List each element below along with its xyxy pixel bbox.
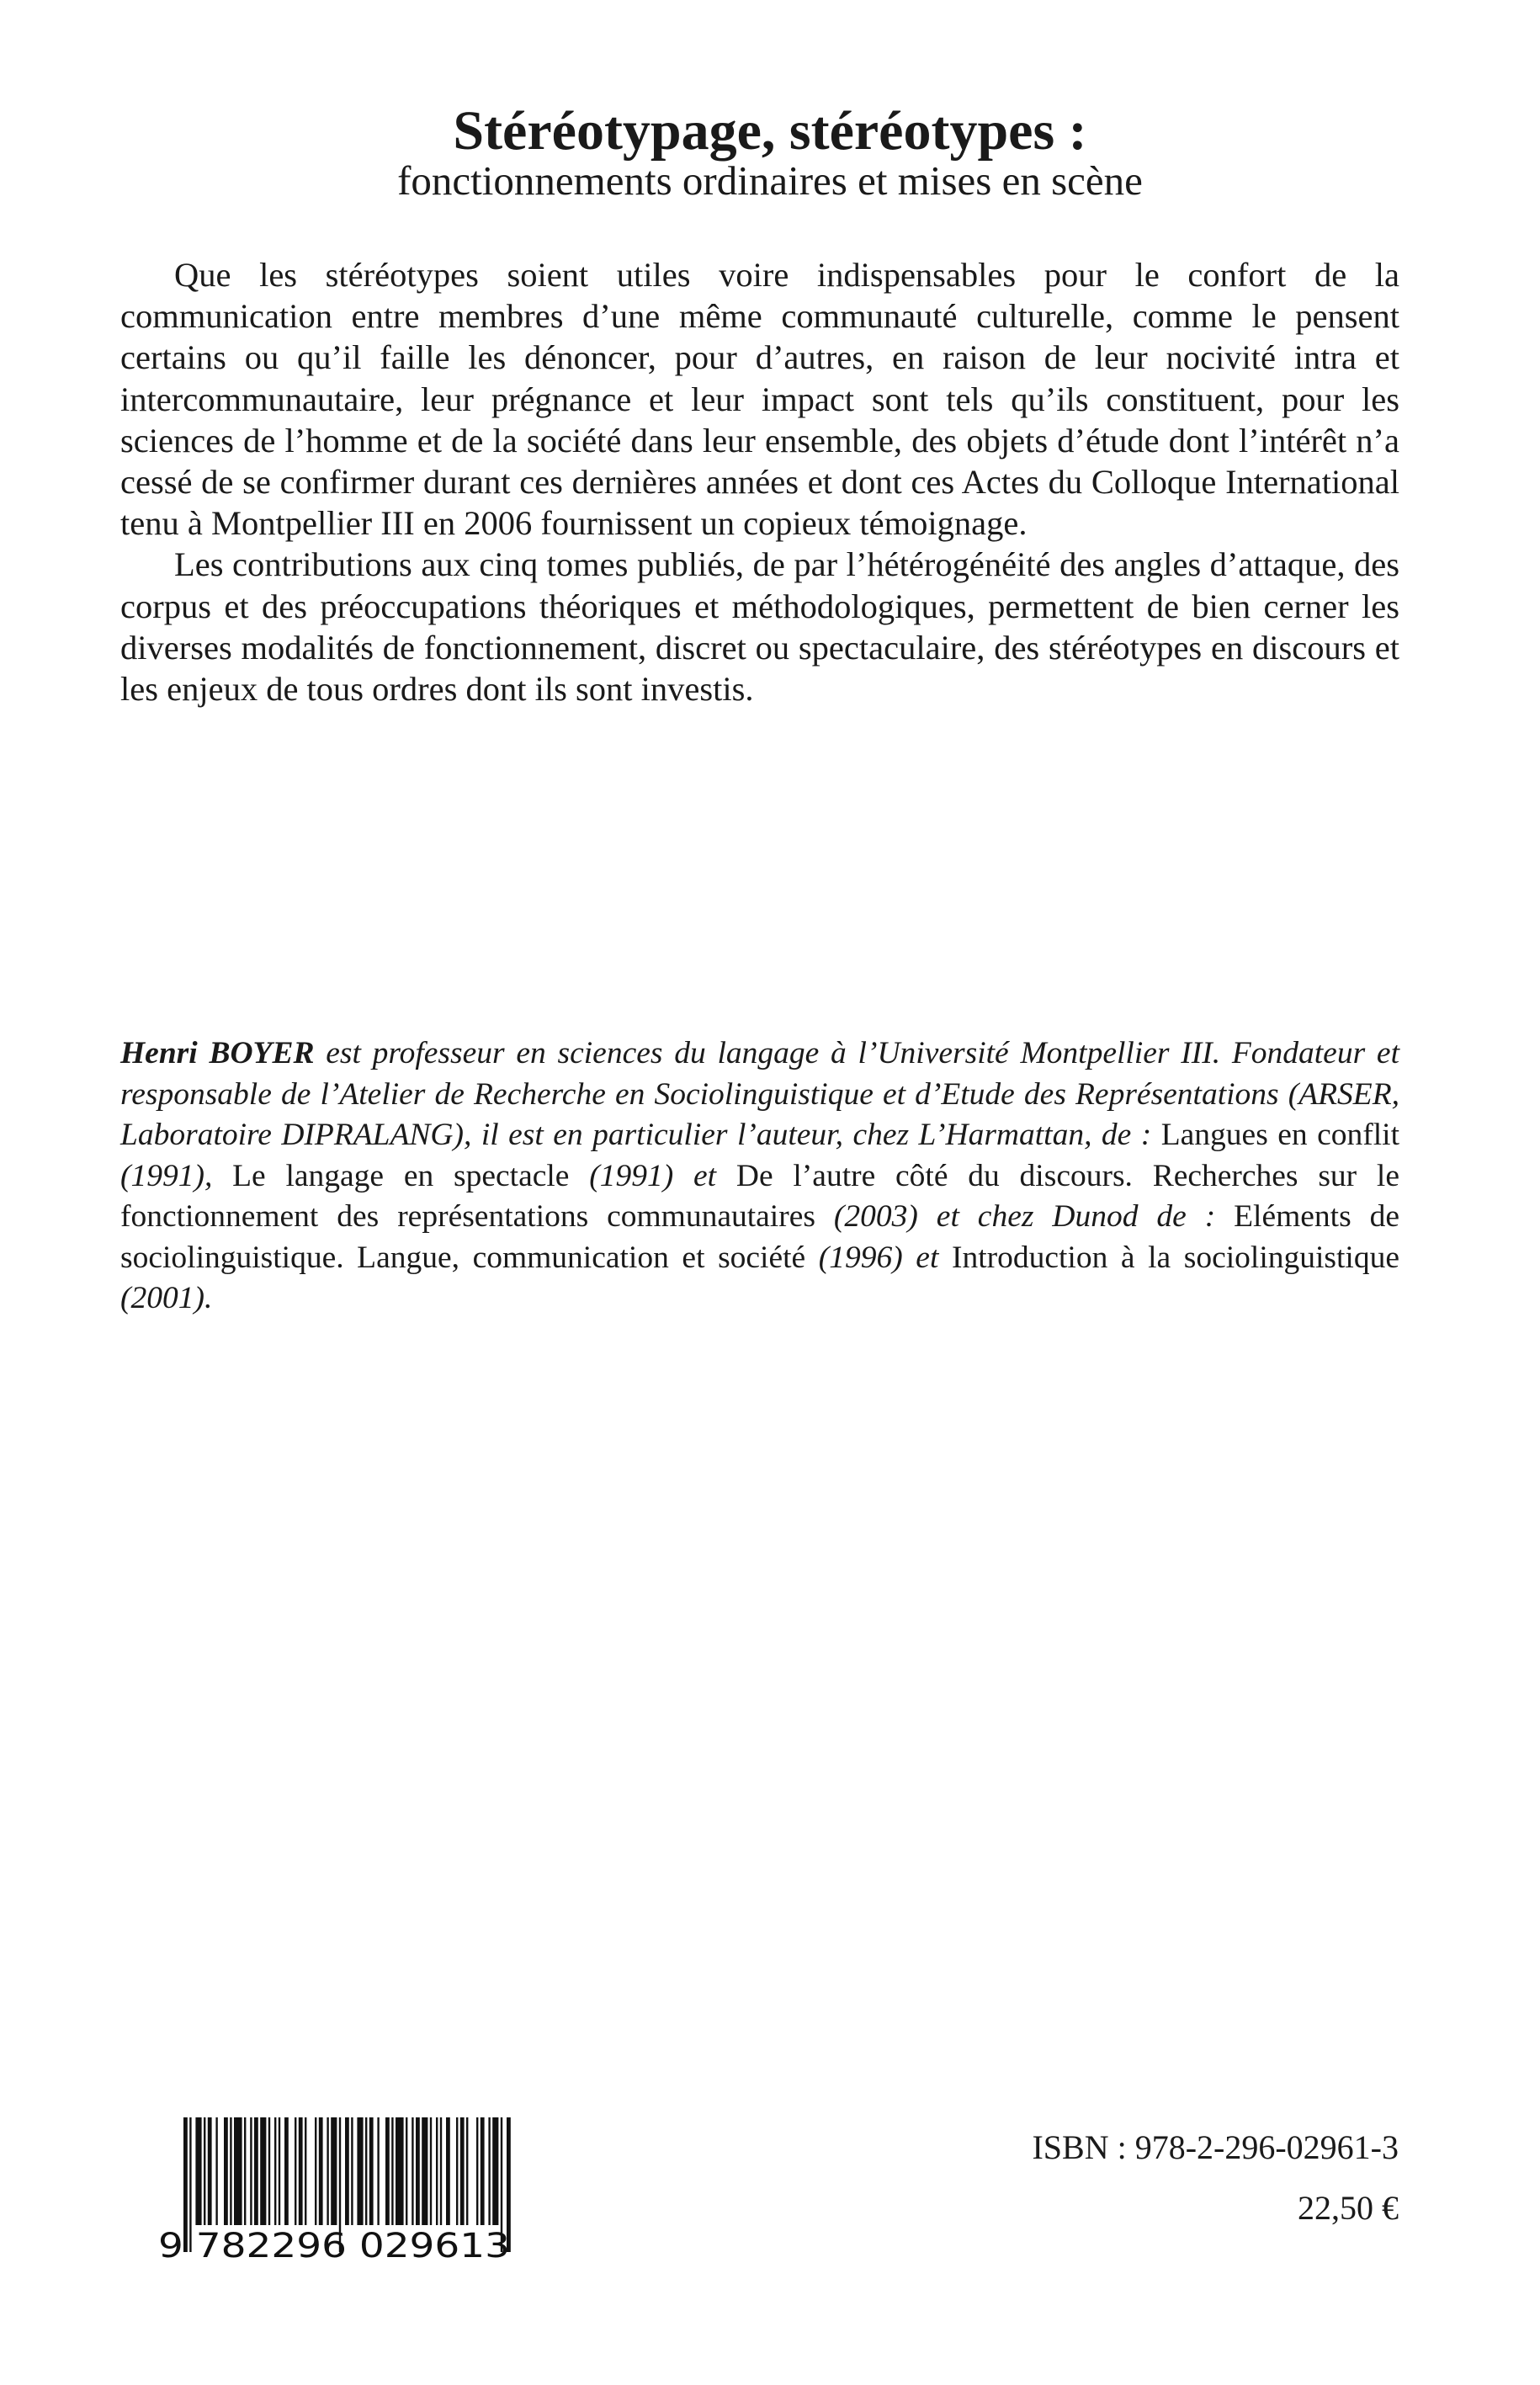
barcode-bar — [385, 2117, 390, 2225]
bio-text: (1991), — [120, 1158, 233, 1193]
barcode-bar — [422, 2117, 427, 2225]
book-subtitle: fonctionnements ordinaires et mises en scène — [397, 157, 1143, 204]
book-ref: Le langage en spectacle — [232, 1158, 570, 1193]
barcode-digits: 9 782296 029613 — [158, 2227, 510, 2260]
blurb — [120, 254, 1399, 709]
book-ref: Eléments de sociolinguistique. Langue, communication et société — [120, 1199, 1399, 1275]
bio-text: (2003) et chez Dunod de : — [815, 1199, 1235, 1234]
barcode-bar — [331, 2117, 337, 2225]
barcode-bar — [466, 2117, 468, 2225]
barcode-bar — [230, 2117, 231, 2225]
barcode-bar — [215, 2117, 217, 2225]
barcode-bar — [224, 2117, 228, 2225]
barcode-bar — [476, 2117, 478, 2225]
blurb-paragraph: Les contributions aux cinq tomes publiés, de par l’hétérogénéité des angles d’attaque, des corpus et des préoccupations théoriques et méthodologiques, permettent de bien cerner les diverses modalités de fonctionnement, discret ou spectaculaire, des stéréotypes en discours et les enjeux de tous ordres dont ils sont investis. — [120, 545, 1399, 709]
barcode-bar — [357, 2117, 363, 2225]
barcode — [158, 2117, 512, 2260]
barcode-bar — [305, 2117, 306, 2225]
barcode-bar — [195, 2117, 201, 2225]
barcode-bar — [345, 2117, 349, 2225]
barcode-bar — [436, 2117, 438, 2225]
bio-text: (1996) et — [805, 1240, 952, 1275]
barcode-bar — [416, 2117, 420, 2225]
barcode-bar — [369, 2117, 374, 2225]
bio-text: est professeur en sciences du langage à l’Université Montpellier III. Fondateur et responsable de l’Atelier de Recherche en Sociolinguistique et d’Etude des Représentations (ARSER, Laboratoire DIPRALANG), il est en particulier l’auteur, chez L’Harmattan, de : — [120, 1036, 1399, 1152]
author-bio — [120, 1033, 1399, 1320]
bio-text: (1991) et — [569, 1158, 736, 1193]
barcode-bar — [488, 2117, 490, 2225]
book-title: Stéréotypage, stéréotypes : — [453, 100, 1087, 162]
barcode-bar — [254, 2117, 258, 2225]
barcode-bar — [456, 2117, 458, 2225]
barcode-bar — [268, 2117, 270, 2225]
bio-text: (2001). — [120, 1281, 213, 1315]
barcode-bar — [279, 2117, 280, 2225]
barcode-bar — [351, 2117, 353, 2225]
author-name: Henri BOYER — [120, 1036, 315, 1070]
book-ref: Introduction à la sociolinguistique — [951, 1240, 1399, 1275]
barcode-bar — [244, 2117, 246, 2225]
barcode-bar — [396, 2117, 404, 2225]
barcode-bar — [315, 2117, 316, 2225]
barcode-bar — [377, 2117, 379, 2225]
barcode-bar — [492, 2117, 498, 2225]
barcode-bar — [446, 2117, 450, 2225]
barcode-bar — [260, 2117, 266, 2225]
barcode-bar — [481, 2117, 485, 2225]
book-ref: De l’autre côté du discours. Recherches sur le fonctionnement des représentations communautaires — [120, 1158, 1399, 1234]
barcode-bar — [412, 2117, 413, 2225]
book-ref: Langues en conflit — [1160, 1118, 1399, 1152]
barcode-bar — [295, 2117, 296, 2225]
barcode-bar — [250, 2117, 252, 2225]
isbn: ISBN : 978-2-296-02961-3 — [1032, 2128, 1399, 2166]
blurb-paragraph: Que les stéréotypes soient utiles voire indispensables pour le confort de la communication entre membres d’une même communauté culturelle, comme le pensent certains ou qu’il faille les dénoncer, pour d’autres, en raison de leur nocivité intra et intercommunautaire, leur prégnance et leur impact sont tels qu’ils constituent, pour les sciences de l’homme et de la société dans leur ensemble, des objets d’étude dont l’intérêt n’a cessé de se confirmer durant ces dernières années et dont ces Actes du Colloque International tenu à Montpellier III en 2006 fournissent un copieux témoignage. — [120, 256, 1399, 543]
barcode-bar — [391, 2117, 393, 2225]
barcode-bar — [327, 2117, 328, 2225]
barcode-bar — [234, 2117, 242, 2225]
barcode-bar — [430, 2117, 432, 2225]
barcode-bar — [208, 2117, 212, 2225]
barcode-bar — [440, 2117, 442, 2225]
barcode-bar — [406, 2117, 407, 2225]
barcode-bar — [299, 2117, 303, 2225]
barcode-bar — [365, 2117, 367, 2225]
barcode-bar — [284, 2117, 289, 2225]
barcode-bar — [274, 2117, 276, 2225]
barcode-bar — [204, 2117, 205, 2225]
price: 22,50 € — [1298, 2189, 1399, 2227]
barcode-bar — [460, 2117, 465, 2225]
barcode-bar — [319, 2117, 323, 2225]
